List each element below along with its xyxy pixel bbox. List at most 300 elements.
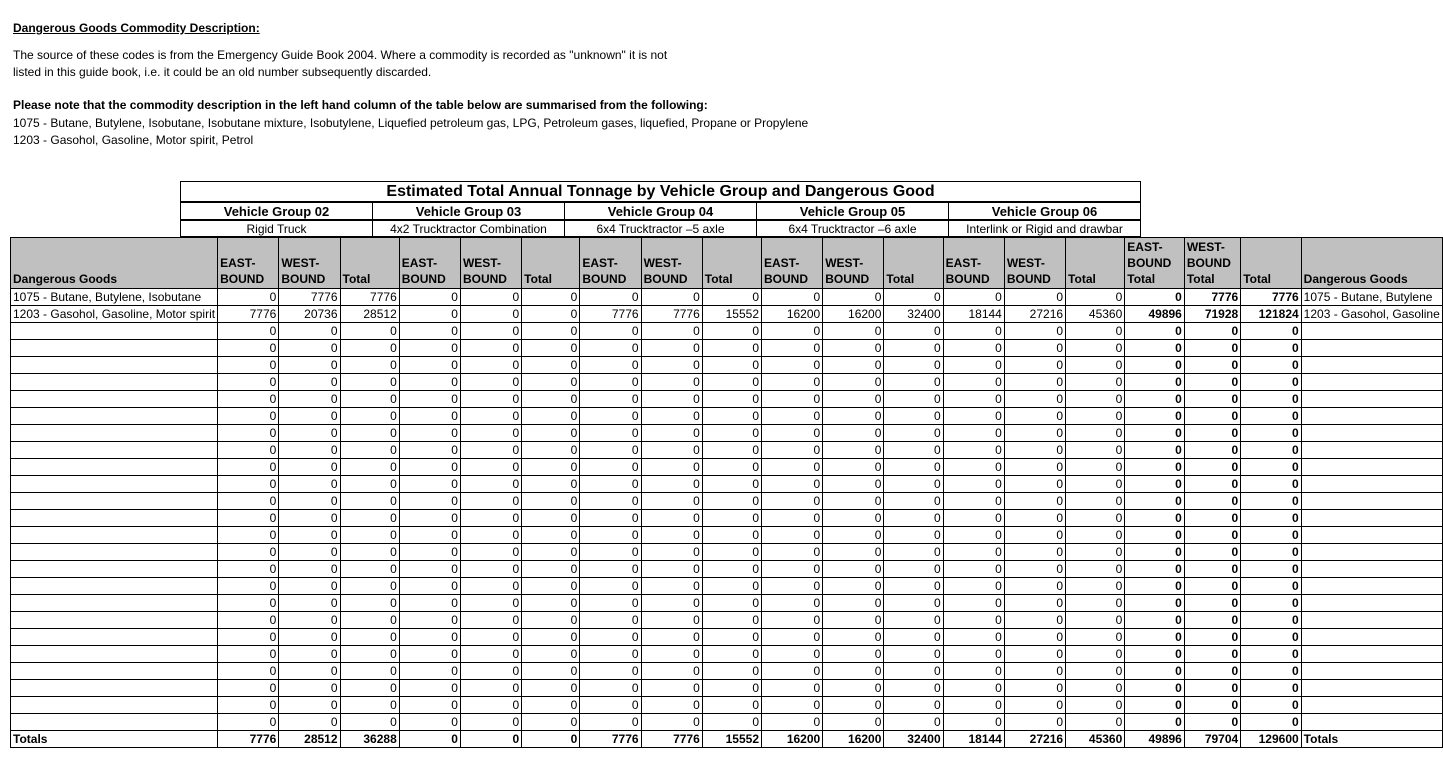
east-total-cell: 0 [1125,493,1185,510]
tonnage-cell: 0 [702,357,761,374]
table-row [11,646,1443,663]
tonnage-cell: 0 [1066,442,1125,459]
tonnage-cell: 0 [340,510,399,527]
tonnage-cell: 0 [580,595,641,612]
tonnage-cell: 0 [218,459,279,476]
tonnage-cell: 0 [340,323,399,340]
tonnage-cell: 0 [340,357,399,374]
grand-total-cell: 0 [1241,646,1301,663]
commodity-name-right [1301,629,1442,646]
tonnage-cell: 0 [460,595,521,612]
column-header-row [11,238,1443,289]
tonnage-cell: 0 [943,697,1004,714]
east-total-cell: 0 [1125,629,1185,646]
table-row [11,493,1443,510]
table-row [11,629,1443,646]
tonnage-cell: 0 [702,612,761,629]
tonnage-cell: 0 [340,578,399,595]
tonnage-cell: 0 [641,340,702,357]
west-total-cell: 0 [1184,697,1240,714]
tonnage-cell: 0 [279,578,340,595]
tonnage-cell: 0 [943,629,1004,646]
tonnage-cell: 0 [943,561,1004,578]
commodity-name [11,544,218,561]
grand-total-cell: 0 [1241,425,1301,442]
commodity-name [11,561,218,578]
section-title: Dangerous Goods Commodity Description: [13,21,260,35]
tonnage-cell: 0 [580,697,641,714]
total-cell: 7776 [218,731,279,748]
tonnage-cell: 0 [762,578,823,595]
tonnage-cell: 7776 [580,306,641,323]
tonnage-cell: 28512 [340,306,399,323]
tonnage-cell: 0 [580,289,641,306]
tonnage-cell: 0 [702,561,761,578]
tonnage-cell: 0 [823,612,884,629]
header-vg06-west: WEST-BOUND [1004,238,1065,289]
tonnage-cell: 0 [943,510,1004,527]
grand-total-cell: 0 [1241,595,1301,612]
tonnage-cell: 0 [218,527,279,544]
tonnage-cell: 0 [522,595,580,612]
tonnage-cell: 0 [943,646,1004,663]
tonnage-cell: 0 [1066,476,1125,493]
tonnage-cell: 0 [702,578,761,595]
tonnage-cell: 0 [218,663,279,680]
tonnage-cell: 0 [943,578,1004,595]
tonnage-cell: 0 [884,493,943,510]
tonnage-cell: 0 [522,578,580,595]
tonnage-cell: 0 [399,578,460,595]
tonnage-cell: 0 [1004,476,1065,493]
commodity-name-right [1301,595,1442,612]
west-total-cell: 0 [1184,595,1240,612]
tonnage-table [10,237,1443,748]
tonnage-cell: 0 [460,697,521,714]
east-total-cell: 0 [1125,663,1185,680]
tonnage-cell: 0 [218,714,279,731]
grand-total-cell: 0 [1241,459,1301,476]
east-total-cell: 0 [1125,442,1185,459]
tonnage-cell: 0 [1004,527,1065,544]
tonnage-cell: 20736 [279,306,340,323]
tonnage-cell: 0 [279,629,340,646]
table-row [11,408,1443,425]
tonnage-cell: 0 [823,714,884,731]
tonnage-cell: 0 [1004,578,1065,595]
total-cell: 7776 [641,731,702,748]
tonnage-cell: 0 [884,578,943,595]
grand-total-cell: 0 [1241,680,1301,697]
east-total-cell: 0 [1125,408,1185,425]
tonnage-cell: 0 [884,289,943,306]
tonnage-cell: 0 [580,323,641,340]
tonnage-cell: 0 [884,714,943,731]
tonnage-cell: 16200 [823,306,884,323]
tonnage-cell: 0 [762,510,823,527]
tonnage-cell: 0 [340,493,399,510]
vehicle-group-02-header: Vehicle Group 02 [180,202,373,220]
tonnage-cell: 0 [218,646,279,663]
tonnage-cell: 0 [340,425,399,442]
tonnage-cell: 0 [702,323,761,340]
east-total-cell: 0 [1125,510,1185,527]
tonnage-cell: 0 [884,527,943,544]
vehicle-group-03-header: Vehicle Group 03 [372,202,565,220]
vehicle-group-05-header: Vehicle Group 05 [756,202,949,220]
west-total-cell: 0 [1184,663,1240,680]
tonnage-cell: 0 [279,510,340,527]
tonnage-cell: 0 [1004,493,1065,510]
tonnage-cell: 0 [399,493,460,510]
tonnage-cell: 0 [522,391,580,408]
west-total-cell: 0 [1184,544,1240,561]
vehicle-group-06-header: Vehicle Group 06 [948,202,1141,220]
tonnage-cell: 0 [580,646,641,663]
commodity-name [11,357,218,374]
tonnage-cell: 0 [762,527,823,544]
tonnage-cell: 0 [399,323,460,340]
tonnage-cell: 0 [460,459,521,476]
commodity-name [11,680,218,697]
west-total-cell: 0 [1184,646,1240,663]
header-vg03-east: EAST-BOUND [399,238,460,289]
tonnage-cell: 0 [884,629,943,646]
table-row [11,510,1443,527]
tonnage-cell: 0 [399,663,460,680]
tonnage-cell: 0 [823,527,884,544]
tonnage-cell: 0 [1066,697,1125,714]
tonnage-cell: 0 [884,544,943,561]
tonnage-cell: 0 [1066,629,1125,646]
tonnage-cell: 7776 [218,306,279,323]
tonnage-cell: 0 [702,544,761,561]
tonnage-cell: 0 [702,527,761,544]
tonnage-cell: 0 [823,323,884,340]
tonnage-cell: 0 [522,561,580,578]
tonnage-cell: 0 [218,391,279,408]
east-total-cell: 0 [1125,612,1185,629]
commodity-name-right: 1203 - Gasohol, Gasoline [1301,306,1442,323]
tonnage-cell: 0 [279,697,340,714]
tonnage-cell: 0 [522,357,580,374]
header-vg02-total: Total [340,238,399,289]
tonnage-cell: 0 [399,714,460,731]
tonnage-cell: 0 [884,612,943,629]
tonnage-cell: 0 [340,459,399,476]
tonnage-cell: 0 [460,527,521,544]
tonnage-cell: 0 [460,493,521,510]
commodity-name [11,663,218,680]
total-cell: 7776 [580,731,641,748]
tonnage-cell: 0 [1004,391,1065,408]
vehicle-group-06-desc: Interlink or Rigid and drawbar [948,220,1141,237]
east-total-cell: 49896 [1125,306,1185,323]
tonnage-cell: 0 [522,323,580,340]
grand-total-cell: 0 [1241,357,1301,374]
tonnage-cell: 0 [460,544,521,561]
tonnage-cell: 0 [399,425,460,442]
commodity-name-right [1301,442,1442,459]
table-row [11,357,1443,374]
tonnage-cell: 0 [218,544,279,561]
tonnage-cell: 0 [1004,442,1065,459]
commodity-name-right [1301,323,1442,340]
tonnage-cell: 0 [340,612,399,629]
tonnage-cell: 0 [399,476,460,493]
tonnage-cell: 0 [1066,561,1125,578]
east-total-cell: 0 [1125,340,1185,357]
tonnage-cell: 0 [884,476,943,493]
tonnage-cell: 0 [340,527,399,544]
total-cell: 16200 [762,731,823,748]
tonnage-cell: 0 [460,646,521,663]
tonnage-cell: 0 [460,578,521,595]
west-total-cell: 0 [1184,578,1240,595]
tonnage-cell: 0 [1004,595,1065,612]
tonnage-cell: 0 [943,612,1004,629]
vehicle-group-03-desc: 4x2 Trucktractor Combination [372,220,565,237]
east-total-cell: 0 [1125,714,1185,731]
tonnage-cell: 0 [823,578,884,595]
tonnage-cell: 0 [641,408,702,425]
commodity-name [11,459,218,476]
tonnage-cell: 0 [218,595,279,612]
tonnage-cell: 0 [641,357,702,374]
east-total-cell: 0 [1125,374,1185,391]
commodity-name [11,476,218,493]
tonnage-cell: 0 [580,510,641,527]
east-total-cell: 0 [1125,527,1185,544]
commodity-name-right [1301,561,1442,578]
grand-total-cell: 0 [1241,374,1301,391]
commodity-name [11,629,218,646]
tonnage-cell: 0 [823,493,884,510]
tonnage-cell: 0 [399,340,460,357]
header-vg05-total: Total [884,238,943,289]
tonnage-cell: 0 [580,527,641,544]
tonnage-cell: 0 [522,527,580,544]
commodity-name-right [1301,493,1442,510]
total-cell: 16200 [823,731,884,748]
tonnage-cell: 0 [1066,374,1125,391]
tonnage-cell: 15552 [702,306,761,323]
table-title: Estimated Total Annual Tonnage by Vehicle Group and Dangerous Good [180,181,1141,202]
tonnage-cell: 0 [823,697,884,714]
west-total-cell: 0 [1184,323,1240,340]
tonnage-cell: 0 [702,595,761,612]
west-total-cell: 0 [1184,425,1240,442]
tonnage-cell: 0 [580,476,641,493]
commodity-name [11,578,218,595]
tonnage-cell: 0 [399,527,460,544]
table-row [11,697,1443,714]
tonnage-cell: 0 [1004,697,1065,714]
tonnage-cell: 0 [762,425,823,442]
tonnage-cell: 0 [1004,340,1065,357]
tonnage-cell: 0 [1066,578,1125,595]
west-total-cell: 0 [1184,374,1240,391]
vehicle-group-04-header: Vehicle Group 04 [564,202,757,220]
tonnage-cell: 0 [762,663,823,680]
tonnage-cell: 0 [943,442,1004,459]
tonnage-cell: 0 [943,595,1004,612]
east-total-cell: 0 [1125,289,1185,306]
header-east-total: EAST-BOUND Total [1125,238,1185,289]
tonnage-cell: 0 [884,374,943,391]
code-1203-description: 1203 - Gasohol, Gasoline, Motor spirit, Petrol [13,133,254,147]
east-total-cell: 0 [1125,323,1185,340]
tonnage-cell: 0 [943,476,1004,493]
tonnage-cell: 0 [641,391,702,408]
tonnage-cell: 0 [340,408,399,425]
tonnage-cell: 0 [279,459,340,476]
tonnage-cell: 0 [218,442,279,459]
tonnage-cell: 0 [399,510,460,527]
tonnage-cell: 0 [218,408,279,425]
tonnage-cell: 0 [884,442,943,459]
tonnage-cell: 0 [1066,408,1125,425]
tonnage-cell: 0 [823,561,884,578]
tonnage-cell: 0 [1066,595,1125,612]
tonnage-cell: 0 [1004,680,1065,697]
overall-grand-total: 129600 [1241,731,1301,748]
tonnage-cell: 0 [279,527,340,544]
grand-total-cell: 0 [1241,629,1301,646]
tonnage-cell: 0 [641,527,702,544]
tonnage-cell: 0 [522,544,580,561]
tonnage-cell: 0 [460,340,521,357]
tonnage-cell: 0 [580,663,641,680]
west-total-cell: 0 [1184,408,1240,425]
grand-total-cell: 0 [1241,697,1301,714]
tonnage-cell: 0 [702,697,761,714]
west-total-cell: 0 [1184,527,1240,544]
commodity-name-right: 1075 - Butane, Butylene [1301,289,1442,306]
table-row [11,612,1443,629]
total-cell: 0 [522,731,580,748]
tonnage-cell: 0 [762,561,823,578]
tonnage-cell: 0 [460,612,521,629]
tonnage-cell: 0 [218,476,279,493]
grand-total-cell: 0 [1241,578,1301,595]
tonnage-cell: 0 [279,391,340,408]
tonnage-cell: 0 [580,442,641,459]
tonnage-cell: 0 [580,374,641,391]
tonnage-cell: 0 [1004,629,1065,646]
tonnage-cell: 0 [580,459,641,476]
east-total-cell: 0 [1125,595,1185,612]
tonnage-cell: 0 [218,510,279,527]
tonnage-cell: 0 [1066,493,1125,510]
tonnage-cell: 0 [641,459,702,476]
tonnage-cell: 18144 [943,306,1004,323]
commodity-name-right [1301,391,1442,408]
tonnage-cell: 0 [823,289,884,306]
tonnage-cell: 0 [884,408,943,425]
tonnage-cell: 0 [340,476,399,493]
tonnage-cell: 0 [702,510,761,527]
east-total-cell: 0 [1125,544,1185,561]
west-total-cell: 0 [1184,629,1240,646]
tonnage-cell: 0 [340,646,399,663]
tonnage-cell: 0 [340,697,399,714]
total-cell: 15552 [702,731,761,748]
west-total-cell: 0 [1184,612,1240,629]
header-vg05-east: EAST-BOUND [762,238,823,289]
tonnage-cell: 0 [460,408,521,425]
east-total-cell: 0 [1125,697,1185,714]
tonnage-cell: 0 [460,374,521,391]
tonnage-cell: 0 [279,646,340,663]
tonnage-cell: 0 [884,357,943,374]
tonnage-cell: 0 [641,442,702,459]
tonnage-cell: 0 [580,544,641,561]
tonnage-cell: 0 [762,680,823,697]
tonnage-cell: 0 [1004,289,1065,306]
tonnage-cell: 0 [823,340,884,357]
tonnage-cell: 0 [399,697,460,714]
table-row [11,459,1443,476]
tonnage-cell: 0 [641,476,702,493]
tonnage-cell: 0 [943,459,1004,476]
tonnage-cell: 0 [823,544,884,561]
tonnage-cell: 0 [762,646,823,663]
tonnage-cell: 0 [1066,663,1125,680]
tonnage-cell: 0 [522,510,580,527]
tonnage-cell: 0 [641,289,702,306]
total-cell: 0 [399,731,460,748]
tonnage-cell: 32400 [884,306,943,323]
table-row [11,391,1443,408]
tonnage-cell: 0 [522,306,580,323]
tonnage-cell: 0 [884,459,943,476]
tonnage-cell: 0 [218,493,279,510]
tonnage-cell: 0 [340,340,399,357]
tonnage-cell: 0 [218,323,279,340]
tonnage-cell: 0 [943,408,1004,425]
tonnage-cell: 0 [884,646,943,663]
tonnage-cell: 0 [641,578,702,595]
tonnage-cell: 0 [1066,544,1125,561]
tonnage-cell: 0 [823,476,884,493]
tonnage-cell: 0 [702,476,761,493]
tonnage-cell: 0 [580,578,641,595]
tonnage-cell: 0 [218,578,279,595]
table-row [11,306,1443,323]
tonnage-cell: 0 [943,323,1004,340]
tonnage-cell: 0 [399,561,460,578]
tonnage-cell: 0 [522,425,580,442]
tonnage-cell: 0 [702,663,761,680]
tonnage-cell: 0 [702,714,761,731]
commodity-name [11,442,218,459]
commodity-name-right [1301,527,1442,544]
commodity-name [11,510,218,527]
tonnage-cell: 0 [641,374,702,391]
tonnage-cell: 0 [702,680,761,697]
tonnage-cell: 0 [1066,425,1125,442]
tonnage-cell: 0 [762,714,823,731]
tonnage-cell: 0 [279,544,340,561]
header-west-total: WEST-BOUND Total [1184,238,1240,289]
tonnage-cell: 0 [702,442,761,459]
commodity-name: 1075 - Butane, Butylene, Isobutane [11,289,218,306]
grand-total-cell: 0 [1241,391,1301,408]
commodity-name-right [1301,578,1442,595]
total-cell: 45360 [1066,731,1125,748]
tonnage-cell: 0 [218,425,279,442]
